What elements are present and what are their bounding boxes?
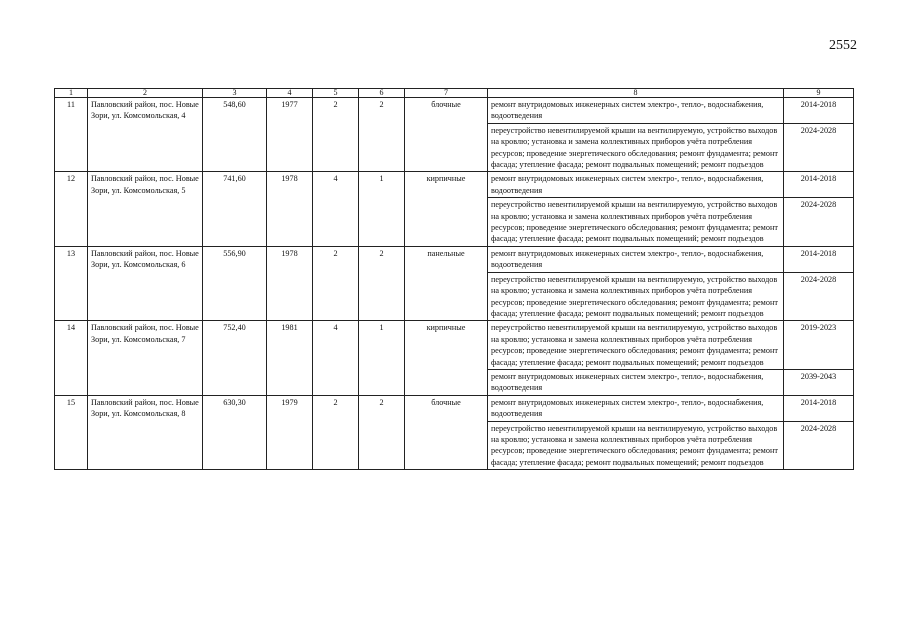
material-cell: кирпичные <box>405 321 488 395</box>
column-header: 6 <box>359 89 405 98</box>
work-description: переустройство невентилируемой крыши на вентилируемую, устройство выходов на кровлю; установка и замена коллективных приборов учёта потребления ресурсов; проведение энергетического обследования; ремонт фундамента; ремонт фасада; утепление фасада; ремонт подвальных помещений; ремонт подъездов <box>488 272 784 321</box>
entrances-cell: 2 <box>359 98 405 172</box>
table-row <box>55 395 854 421</box>
row-number: 13 <box>55 246 88 320</box>
year-cell: 1981 <box>267 321 313 395</box>
entrances-cell: 2 <box>359 395 405 469</box>
year-cell: 1977 <box>267 98 313 172</box>
work-description: ремонт внутридомовых инженерных систем электро-, тепло-, водоснабжения, водоотведения <box>488 98 784 124</box>
floors-cell: 2 <box>313 395 359 469</box>
address-cell: Павловский район, пос. Новые Зори, ул. Комсомольская, 6 <box>88 246 203 320</box>
work-period: 2014-2018 <box>784 395 854 421</box>
entrances-cell: 2 <box>359 246 405 320</box>
work-description: переустройство невентилируемой крыши на вентилируемую, устройство выходов на кровлю; установка и замена коллективных приборов учёта потребления ресурсов; проведение энергетического обследования; ремонт фундамента; ремонт фасада; утепление фасада; ремонт подвальных помещений; ремонт подъездов <box>488 421 784 470</box>
work-description: переустройство невентилируемой крыши на вентилируемую, устройство выходов на кровлю; установка и замена коллективных приборов учёта потребления ресурсов; проведение энергетического обследования; ремонт фундамента; ремонт фасада; утепление фасада; ремонт подвальных помещений; ремонт подъездов <box>488 198 784 247</box>
work-description: ремонт внутридомовых инженерных систем электро-, тепло-, водоснабжения, водоотведения <box>488 172 784 198</box>
address-cell: Павловский район, пос. Новые Зори, ул. Комсомольская, 5 <box>88 172 203 246</box>
row-number: 15 <box>55 395 88 469</box>
work-description: ремонт внутридомовых инженерных систем электро-, тепло-, водоснабжения, водоотведения <box>488 369 784 395</box>
area-cell: 556,90 <box>203 246 267 320</box>
work-description: ремонт внутридомовых инженерных систем электро-, тепло-, водоснабжения, водоотведения <box>488 246 784 272</box>
column-header: 3 <box>203 89 267 98</box>
area-cell: 548,60 <box>203 98 267 172</box>
year-cell: 1979 <box>267 395 313 469</box>
floors-cell: 2 <box>313 246 359 320</box>
material-cell: кирпичные <box>405 172 488 246</box>
material-cell: блочные <box>405 395 488 469</box>
floors-cell: 4 <box>313 321 359 395</box>
row-number: 11 <box>55 98 88 172</box>
work-period: 2024-2028 <box>784 272 854 321</box>
header-row <box>55 89 854 98</box>
material-cell: панельные <box>405 246 488 320</box>
work-period: 2014-2018 <box>784 98 854 124</box>
column-header: 9 <box>784 89 854 98</box>
work-period: 2019-2023 <box>784 321 854 370</box>
column-header: 1 <box>55 89 88 98</box>
year-cell: 1978 <box>267 246 313 320</box>
area-cell: 630,30 <box>203 395 267 469</box>
area-cell: 741,60 <box>203 172 267 246</box>
row-number: 12 <box>55 172 88 246</box>
column-header: 2 <box>88 89 203 98</box>
table-row <box>55 172 854 198</box>
table-row <box>55 98 854 124</box>
address-cell: Павловский район, пос. Новые Зори, ул. Комсомольская, 8 <box>88 395 203 469</box>
area-cell: 752,40 <box>203 321 267 395</box>
floors-cell: 2 <box>313 98 359 172</box>
page-number: 2552 <box>829 38 857 53</box>
table-row <box>55 321 854 370</box>
row-number: 14 <box>55 321 88 395</box>
registry-table <box>54 88 854 470</box>
entrances-cell: 1 <box>359 172 405 246</box>
entrances-cell: 1 <box>359 321 405 395</box>
address-cell: Павловский район, пос. Новые Зори, ул. Комсомольская, 7 <box>88 321 203 395</box>
work-description: ремонт внутридомовых инженерных систем электро-, тепло-, водоснабжения, водоотведения <box>488 395 784 421</box>
column-header: 7 <box>405 89 488 98</box>
column-header: 5 <box>313 89 359 98</box>
floors-cell: 4 <box>313 172 359 246</box>
work-period: 2014-2018 <box>784 246 854 272</box>
work-period: 2014-2018 <box>784 172 854 198</box>
column-header: 8 <box>488 89 784 98</box>
year-cell: 1978 <box>267 172 313 246</box>
column-header: 4 <box>267 89 313 98</box>
work-period: 2024-2028 <box>784 123 854 172</box>
work-period: 2039-2043 <box>784 369 854 395</box>
material-cell: блочные <box>405 98 488 172</box>
work-description: переустройство невентилируемой крыши на вентилируемую, устройство выходов на кровлю; установка и замена коллективных приборов учёта потребления ресурсов; проведение энергетического обследования; ремонт фундамента; ремонт фасада; утепление фасада; ремонт подвальных помещений; ремонт подъездов <box>488 123 784 172</box>
work-period: 2024-2028 <box>784 421 854 470</box>
work-period: 2024-2028 <box>784 198 854 247</box>
address-cell: Павловский район, пос. Новые Зори, ул. Комсомольская, 4 <box>88 98 203 172</box>
table-row <box>55 246 854 272</box>
work-description: переустройство невентилируемой крыши на вентилируемую, устройство выходов на кровлю; установка и замена коллективных приборов учёта потребления ресурсов; проведение энергетического обследования; ремонт фундамента; ремонт фасада; утепление фасада; ремонт подвальных помещений; ремонт подъездов <box>488 321 784 370</box>
